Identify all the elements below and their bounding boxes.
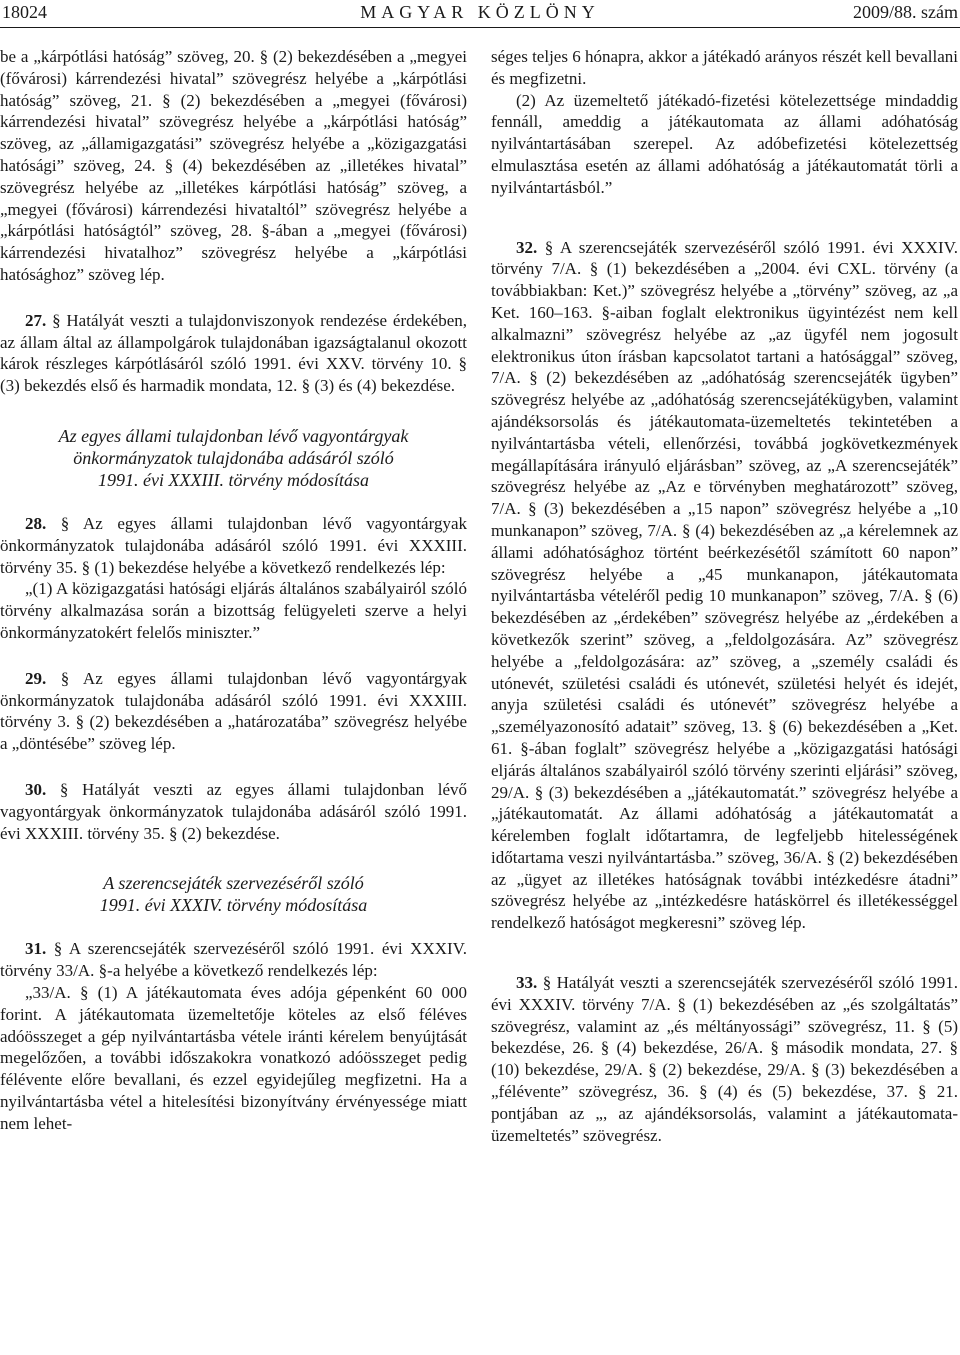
section-number: 33.: [516, 973, 538, 993]
heading-amendment-1991-xxxiii: [0, 425, 467, 491]
heading-line: A szerencsejáték szervezéséről szóló: [103, 873, 364, 894]
section-number: 32.: [516, 237, 538, 257]
section-text: § Hatályát veszti a szerencsejáték szervezéséről szóló 1991. évi XXXIV. törvény 7/A. § (1) bekezdésében az „és szolgáltatás” szövegrész, valamint az „és méltányossági” szövegrész, 11. § (5) bekezdése, 26. § (4) bekezdése, 26/A. § második mondata, 27. § (10) bekezdése, 29/A. § (2) bekezdése, 29/A. § (3) bekezdésében a „félévente” szövegrész, 36. § (4) és (5) bekezdése, 37. § 21. pontjában az „, az ajándéksorsolás, valamint a játékautomata-üzemeltetés” szövegrész.: [491, 973, 958, 1145]
page-header: [0, 0, 960, 26]
right-column: [491, 46, 958, 1146]
section-30: [0, 779, 467, 844]
section-text: § A szerencsejáték szervezéséről szóló 1991. évi XXXIV. törvény 7/A. § (1) bekezdésében a „2004. évi CXL. törvény (a továbbiakban: Ket.)” szövegrész helyébe a „törvény” szöveg, az „a Ket. 160–163. §-aiban foglalt elektronikus ügyintézést nem kell alkalmazni” szövegrész helyébe az „az ügyfél nem jogosult elektronikus úton írásban kapcsolatot tartani a hatósággal” szöveg, 7/A. § (2) bekezdésében az „adóhatóság szerencsejáték ügyben” szövegrész helyébe az „adóhatóság szerencsejátékügyben, valamint ajándéksorsolás és játékautomata-üzemeltetés tekintetében a nyilvántartásba vételi, ellenőrzési, továbbá jogkövetkezmények megállapítására irányuló eljárásban” szöveg, az „A szerencsejáték” szövegrész helyébe az „Az e törvényben meghatározott” szöveg, 7/A. § (3) bekezdésében a „15 napon” szövegrész helyébe a „10 munkanapon” szöveg, 7/A. § (4) bekezdésében az „a kérelemnek az állami adóhatósághoz történt beérkezésétől számított 60 napon” szövegrész helyébe a „45 munkanapon, játékautomata nyilvántartásba vételéről pedig 10 munkanapon” szöveg, 7/A. § (6) bekezdésében az „érdekében” szövegrész helyébe az „érdekében a következők szerint” szöveg, a „feldolgozására. Az” szövegrész helyébe a „feldolgozására: az” szöveg, a „személy családi és utónevét, születési családi és utónevét, születési helyét és idejét, anyja születési családi és utónevét” szövegrész helyébe a „személyazonosító adatait” szöveg, 13. § (6) bekezdésében a „Ket. 61. §-ában foglalt” szövegrész helyébe a „közigazgatási hatósági eljárás általános szabályairól szóló törvény szerinti eljárási” szöveg, 29/A. § (3) bekezdésében a „játékautomatát.” szövegrész helyébe a „játékautomatát. Az állami adóhatóság a játékautomatát a kérelemben foglalt időtartamra, de legfeljebb hitelességének időtartama veszi nyilvántartásba.” szöveg, 36/A. § (2) bekezdésében az „ügyet az illetékes hatóságnak további intézkedésre átadni” szövegrész helyébe az „intézkedésre hatáskörrel és illetékességgel rendelkező hatóságot megkeresni” szöveg lép.: [491, 237, 958, 933]
heading-line: 1991. évi XXXIV. törvény módosítása: [99, 895, 368, 916]
section-31-quote: „33/A. § (1) A játékautomata éves adója gépenként 60 000 forint. A játékautomata üzemeltetője köteles az első féléves adóösszeget a gép nyilvántartásba vétele iránti kérelem benyújtását megelőzően, a további időszakokra vonatkozó adóösszeget pedig félévente előre bevallani, és ezzel egyidejűleg megfizetni. Ha a nyilvántartásba vétel a hitelesítési bizonyítvány érvényessége miatt nem lehet-: [0, 982, 467, 1133]
paragraph-continuation: be a „kárpótlási hatóság” szöveg, 20. § (2) bekezdésében a „megyei (fővárosi) kárrendezési hivatal” szövegrész helyébe a „kárpótlási hatóság” szöveg, 21. § (2) bekezdésében a „megyei (fővárosi) kárrendezési hivatal” szövegrész helyébe a „kárpótlási hatóság” szöveg, az „államigazgatási” szövegrész helyébe a „közigazgatási hatósági” szöveg, 24. § (4) bekezdésében az „illetékes hivatal” szövegrész helyébe az „illetékes kárpótlási hatóság” szöveg, a „megyei (fővárosi) kárrendezési hivataltól” szövegrész helyébe a „kárpótlási hatóságtól” szöveg, 28. §-ában a „megyei (fővárosi) kárrendezési hivatalhoz” szövegrész helyébe a „kárpótlási hatósághoz” szöveg lép.: [0, 47, 467, 284]
journal-title: MAGYAR KÖZLÖNY: [360, 2, 600, 22]
issue-number: 2009/88. szám: [853, 2, 958, 22]
section-text: § Az egyes állami tulajdonban lévő vagyontárgyak önkormányzatok tulajdonába adásáról szóló 1991. évi XXXIII. törvény 3. § (2) bekezdésében a „határozatába” szövegrész helyébe a „döntésébe” szöveg lép.: [0, 668, 467, 754]
heading-amendment-1991-xxxiv: [0, 872, 467, 916]
section-number: 30.: [25, 779, 47, 799]
section-29: [0, 668, 467, 755]
heading-line: önkormányzatok tulajdonába adásáról szóló: [73, 447, 394, 468]
section-number: 31.: [25, 939, 47, 959]
heading-line: 1991. évi XXXIII. törvény módosítása: [98, 469, 369, 490]
section-number: 29.: [25, 668, 47, 688]
section-33: [491, 972, 958, 1146]
section-28-quote: „(1) A közigazgatási hatósági eljárás általános szabályairól szóló törvény alkalmazása során a bizottság felügyeleti szerve a helyi önkormányzatokért felelős miniszter.”: [0, 579, 467, 642]
section-text: § Az egyes állami tulajdonban lévő vagyontárgyak önkormányzatok tulajdonába adásáról szóló 1991. évi XXXIII. törvény 35. § (1) bekezdése helyébe a következő rendelkezés lép:: [0, 513, 467, 577]
header-divider: [0, 27, 960, 28]
left-column: [0, 46, 467, 1134]
section-32: [491, 237, 958, 935]
paragraph-continuation: séges teljes 6 hónapra, akkor a játékadó arányos részét kell bevallani és megfizetni.: [491, 47, 958, 88]
paragraph-subsection-2: (2) Az üzemeltető játékadó-fizetési kötelezettsége mindaddig fennáll, ameddig a játékautomata az állami adóhatóság nyilvántartásában szerepel. Az adóbefizetési kötelezettség elmulasztása esetén az állami adóhatóság a játékautomatát törli a nyilvántartásból.”: [491, 90, 958, 197]
section-text: § A szerencsejáték szervezéséről szóló 1991. évi XXXIV. törvény 33/A. §-a helyébe a következő rendelkezés lép:: [0, 939, 467, 981]
section-27: [0, 310, 467, 397]
section-31: [0, 938, 467, 982]
section-number: 27.: [25, 310, 47, 330]
heading-line: Az egyes állami tulajdonban lévő vagyontárgyak: [58, 425, 409, 446]
page-number: 18024: [2, 2, 47, 22]
section-number: 28.: [25, 513, 47, 533]
section-28: [0, 513, 467, 578]
section-text: § Hatályát veszti a tulajdonviszonyok rendezése érdekében, az állam által az állampolgárok tulajdonában igazságtalanul okozott károk részleges kárpótlásáról szóló 1991. évi XXV. törvény 10. § (3) bekezdés első és harmadik mondata, 12. § (3) és (4) bekezdése.: [0, 310, 467, 396]
section-text: § Hatályát veszti az egyes állami tulajdonban lévő vagyontárgyak önkormányzatok tulajdonába adásáról szóló 1991. évi XXXIII. törvény 35. § (2) bekezdése.: [0, 779, 467, 843]
